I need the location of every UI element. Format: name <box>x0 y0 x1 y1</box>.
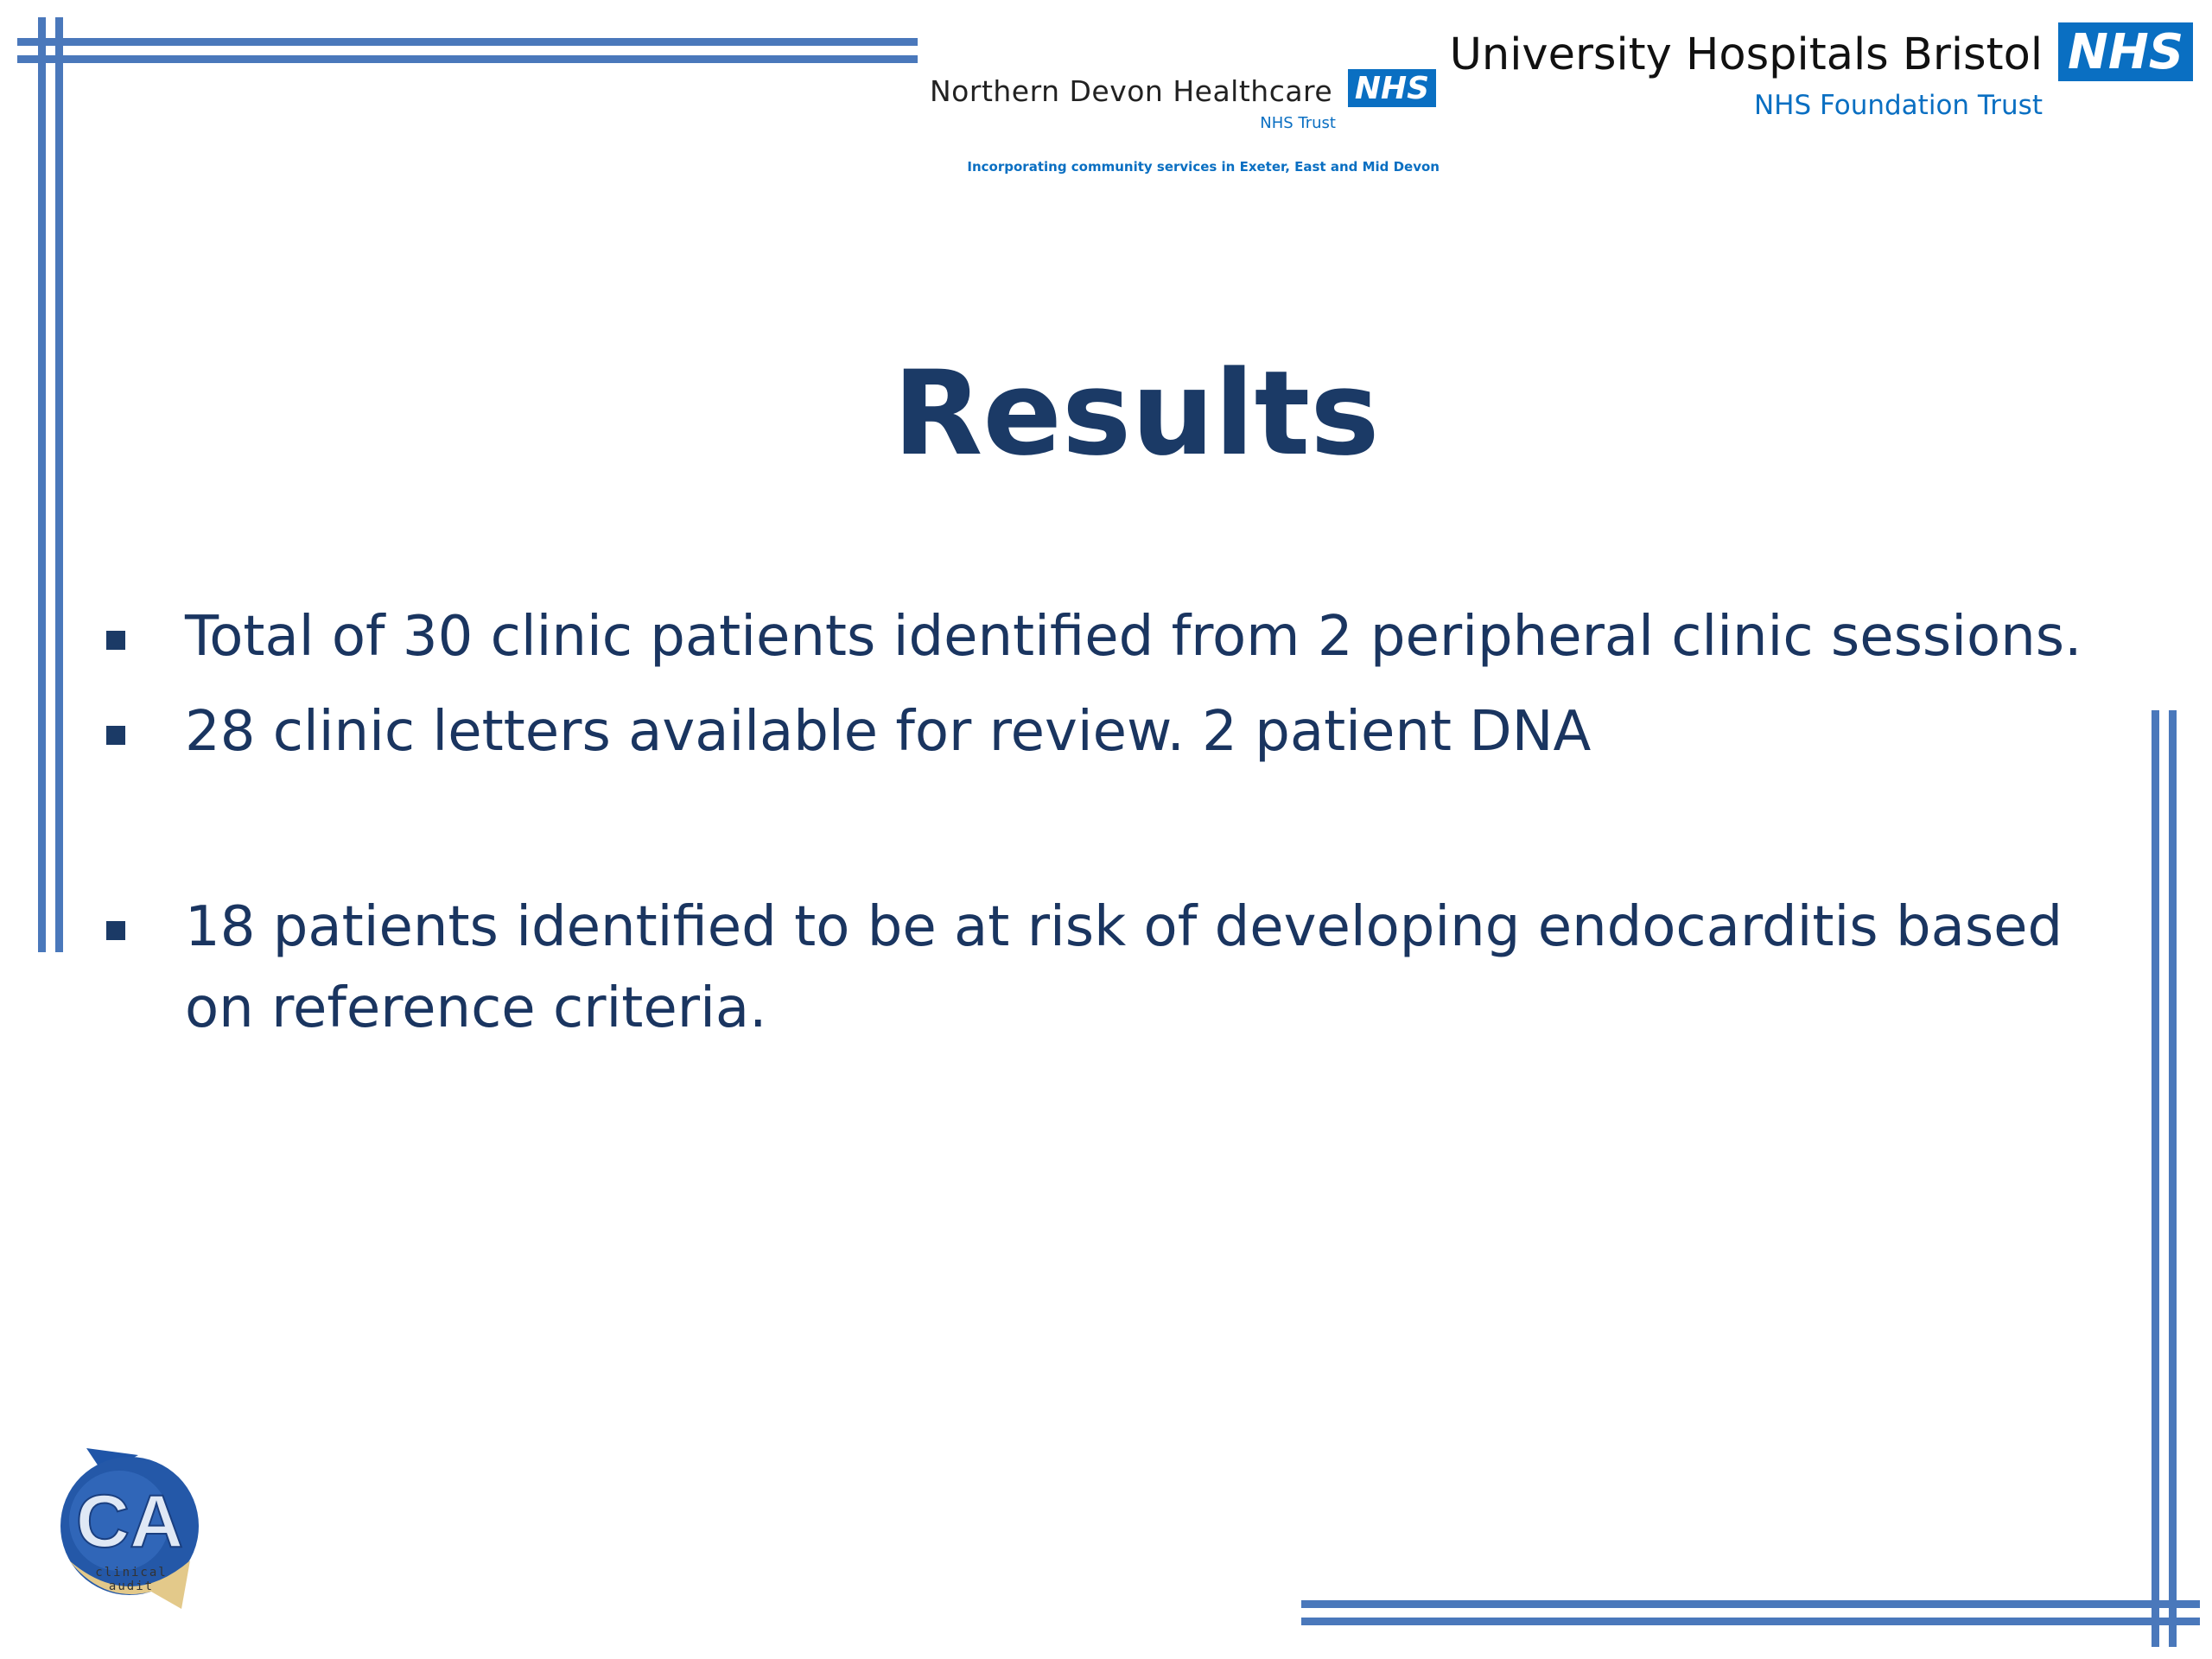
ndh-tagline: Incorporating community services in Exeter, East and Mid Devon <box>967 159 1440 175</box>
university-hospitals-bristol-logo <box>1449 21 2198 133</box>
frame-top-line-2 <box>17 55 918 63</box>
ndh-nhs-badge: NHS <box>1348 69 1436 107</box>
clinical-audit-logo <box>52 1440 207 1612</box>
uhb-trust-name: University Hospitals Bristol <box>1449 29 2043 80</box>
frame-left-line-1 <box>38 17 46 952</box>
frame-left-line-2 <box>55 17 63 952</box>
ndh-nhs-trust-label: NHS Trust <box>1260 114 1336 132</box>
frame-right-line-2 <box>2169 710 2177 1647</box>
frame-bottom-line-2 <box>1301 1618 2200 1625</box>
frame-bottom-line-1 <box>1301 1600 2200 1608</box>
ndh-trust-name: Northern Devon Healthcare <box>930 74 1333 108</box>
bullet-item: 28 clinic letters available for review. 2 patient DNA <box>104 691 2082 772</box>
uhb-nhs-badge: NHS <box>2058 22 2193 81</box>
bullet-item: 18 patients identified to be at risk of developing endocarditis based on reference criteria. <box>104 887 2082 1049</box>
clinical-audit-emblem-icon <box>52 1440 207 1612</box>
northern-devon-healthcare-logo <box>930 64 1440 185</box>
results-bullet-list <box>104 596 2082 1049</box>
ca-initials: CA <box>75 1480 184 1563</box>
uhb-foundation-trust-label: NHS Foundation Trust <box>1753 90 2043 121</box>
ca-label-line2: audit <box>108 1580 155 1593</box>
bullet-item: Total of 30 clinic patients identified from 2 peripheral clinic sessions. <box>104 596 2082 677</box>
ca-label-line1: clinical <box>95 1566 168 1580</box>
slide-title: Results <box>893 346 1380 481</box>
frame-right-line-1 <box>2152 710 2159 1647</box>
frame-top-line-1 <box>17 38 918 46</box>
